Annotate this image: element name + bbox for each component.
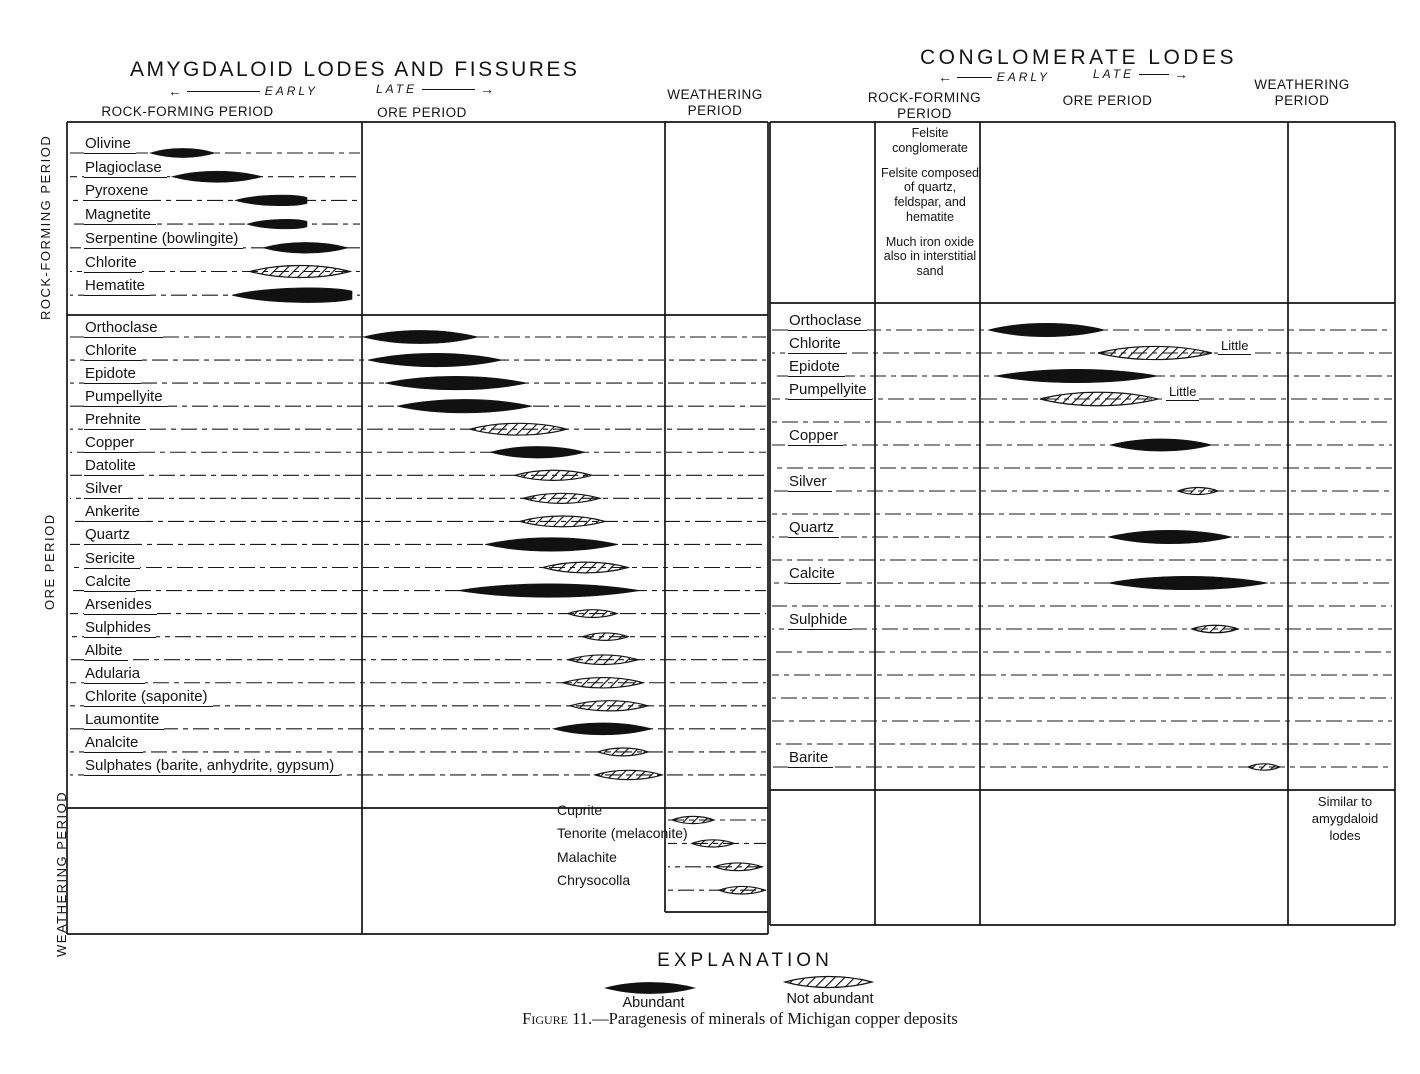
mineral-label: Copper <box>84 433 139 453</box>
axis-rule <box>957 77 992 78</box>
arrow-left-icon: ← <box>168 83 182 99</box>
right-header-ore: ORE PERIOD <box>1062 93 1153 108</box>
mineral-label: Epidote <box>788 357 845 377</box>
left-header-ore: ORE PERIOD <box>377 105 467 120</box>
mineral-label: Pyroxene <box>84 181 153 201</box>
not-abundant-lens <box>1178 487 1218 494</box>
mineral-label: Chlorite <box>84 253 142 273</box>
mineral-label: Olivine <box>84 134 136 154</box>
mineral-label: Albite <box>84 641 128 661</box>
mineral-label: Sulphates (barite, anhydrite, gypsum) <box>84 756 339 776</box>
abundant-lens <box>363 330 478 343</box>
mineral-label: Magnetite <box>84 205 156 225</box>
abundant-lens <box>232 288 352 303</box>
arrow-right-icon: → <box>1174 66 1188 82</box>
left-header-weathering: WEATHERING PERIOD <box>667 87 763 118</box>
not-abundant-lens <box>568 655 638 665</box>
mineral-label: Cuprite <box>557 802 603 818</box>
not-abundant-lens <box>1192 625 1238 633</box>
felsite-note: Felsite conglomerate <box>892 126 968 155</box>
not-abundant-lens <box>672 816 714 823</box>
left-early-axis <box>168 84 318 98</box>
not-abundant-lens <box>598 748 648 756</box>
mineral-label: Pumpellyite <box>84 387 168 407</box>
not-abundant-lens <box>523 493 600 503</box>
mineral-label: Calcite <box>84 572 136 592</box>
side-label-ore-period: ORE PERIOD <box>42 513 57 611</box>
caption-text: —Paragenesis of minerals of Michigan copper deposits <box>592 1009 958 1028</box>
right-diagram-title: CONGLOMERATE LODES <box>920 46 1237 69</box>
mineral-label: Chlorite <box>788 334 846 354</box>
abundant-lens <box>368 353 502 367</box>
conglomerate-weathering-note: Similar to amygdaloid lodes <box>1311 794 1379 843</box>
left-header-rock-forming: ROCK-FORMING PERIOD <box>101 104 274 119</box>
mineral-label: Chrysocolla <box>557 872 631 889</box>
mineral-label: Epidote <box>84 364 141 384</box>
caption-figure-number: Figure 11. <box>522 1009 593 1028</box>
not-abundant-lens <box>692 840 734 847</box>
abundant-lens <box>485 538 618 552</box>
mineral-label: Laumontite <box>84 710 164 730</box>
abundant-lens <box>385 376 527 390</box>
legend-abundant-label: Abundant <box>622 995 685 1011</box>
mineral-label: Quartz <box>788 518 839 538</box>
arrow-left-icon: ← <box>938 69 952 85</box>
not-abundant-lens <box>543 562 628 573</box>
abundant-lens <box>490 446 585 458</box>
mineral-label: Pumpellyite <box>788 380 872 400</box>
abundant-lens <box>1108 576 1268 590</box>
felsite-note: Much iron oxide also in interstitial sand <box>883 234 977 278</box>
mineral-label: Prehnite <box>84 410 146 430</box>
late-label: LATE <box>1093 67 1135 81</box>
not-abundant-lens <box>785 977 872 988</box>
legend-not-abundant-label: Not abundant <box>786 991 874 1007</box>
little-note: Little <box>1166 384 1199 401</box>
abundant-lens <box>263 242 348 253</box>
abundant-lens <box>172 171 262 182</box>
not-abundant-lens <box>470 423 567 435</box>
mineral-label: Serpentine (bowlingite) <box>84 229 243 249</box>
left-late-axis <box>376 82 494 96</box>
not-abundant-lens <box>595 770 662 779</box>
right-header-weathering: WEATHERING PERIOD <box>1254 77 1350 108</box>
mineral-label: Calcite <box>788 564 840 584</box>
abundant-lens <box>235 195 307 206</box>
not-abundant-lens <box>719 886 765 894</box>
right-late-axis <box>1093 67 1188 81</box>
abundant-lens <box>1110 439 1212 451</box>
not-abundant-lens <box>1098 346 1212 359</box>
felsite-note: Felsite composed of quartz, feldspar, and hematite <box>881 165 979 224</box>
mineral-label: Sericite <box>84 549 140 569</box>
mineral-label: Chlorite <box>84 341 142 361</box>
mineral-label: Analcite <box>84 733 143 753</box>
right-early-axis <box>938 70 1050 84</box>
left-diagram-title: AMYGDALOID LODES AND FISSURES <box>130 58 580 81</box>
not-abundant-lens <box>583 633 628 640</box>
mineral-label: Quartz <box>84 525 135 545</box>
mineral-label: Tenorite (melaconite) <box>557 825 688 842</box>
abundant-lens <box>988 323 1105 336</box>
early-label: EARLY <box>264 84 318 98</box>
explanation-title: EXPLANATION <box>657 950 833 971</box>
side-label-rock-forming-period: ROCK-FORMING PERIOD <box>38 134 53 320</box>
mineral-label: Silver <box>84 479 128 499</box>
abundant-lens <box>397 399 532 413</box>
not-abundant-lens <box>520 516 605 527</box>
axis-rule <box>187 91 260 92</box>
mineral-label: Ankerite <box>84 502 145 522</box>
arrow-right-icon: → <box>480 81 494 97</box>
abundant-lens <box>458 584 640 598</box>
axis-rule <box>422 89 475 90</box>
not-abundant-lens <box>1248 764 1280 770</box>
not-abundant-lens <box>250 266 350 278</box>
mineral-label: Arsenides <box>84 595 157 615</box>
not-abundant-lens <box>563 678 643 688</box>
not-abundant-lens <box>1040 392 1158 405</box>
abundant-lens <box>150 148 215 157</box>
mineral-label: Chlorite (saponite) <box>84 687 213 707</box>
early-label: EARLY <box>996 70 1050 84</box>
mineral-label: Sulphide <box>788 610 852 630</box>
mineral-label: Plagioclase <box>84 158 167 178</box>
not-abundant-lens <box>515 470 592 480</box>
abundant-lens <box>247 219 307 228</box>
conglomerate-rock-forming-notes <box>879 126 981 289</box>
abundant-lens <box>995 369 1158 383</box>
mineral-label: Sulphides <box>84 618 156 638</box>
mineral-label: Orthoclase <box>788 311 867 331</box>
axis-rule <box>1139 74 1169 75</box>
little-note: Little <box>1218 338 1251 355</box>
mineral-label: Silver <box>788 472 832 492</box>
not-abundant-lens <box>568 610 617 618</box>
mineral-label: Datolite <box>84 456 141 476</box>
mineral-label: Orthoclase <box>84 318 163 338</box>
figure-caption <box>430 1009 1050 1029</box>
abundant-lens <box>1108 530 1232 544</box>
not-abundant-lens <box>570 701 648 711</box>
mineral-label: Copper <box>788 426 843 446</box>
right-header-rock-forming: ROCK-FORMING PERIOD <box>867 90 982 121</box>
late-label: LATE <box>376 82 418 96</box>
mineral-label: Hematite <box>84 276 150 296</box>
mineral-label: Barite <box>788 748 833 768</box>
mineral-label: Malachite <box>557 848 617 865</box>
abundant-lens <box>605 982 695 993</box>
abundant-lens <box>553 723 652 735</box>
side-label-weathering-period: WEATHERING PERIOD <box>54 790 69 958</box>
not-abundant-lens <box>714 863 762 871</box>
mineral-label: Adularia <box>84 664 145 684</box>
